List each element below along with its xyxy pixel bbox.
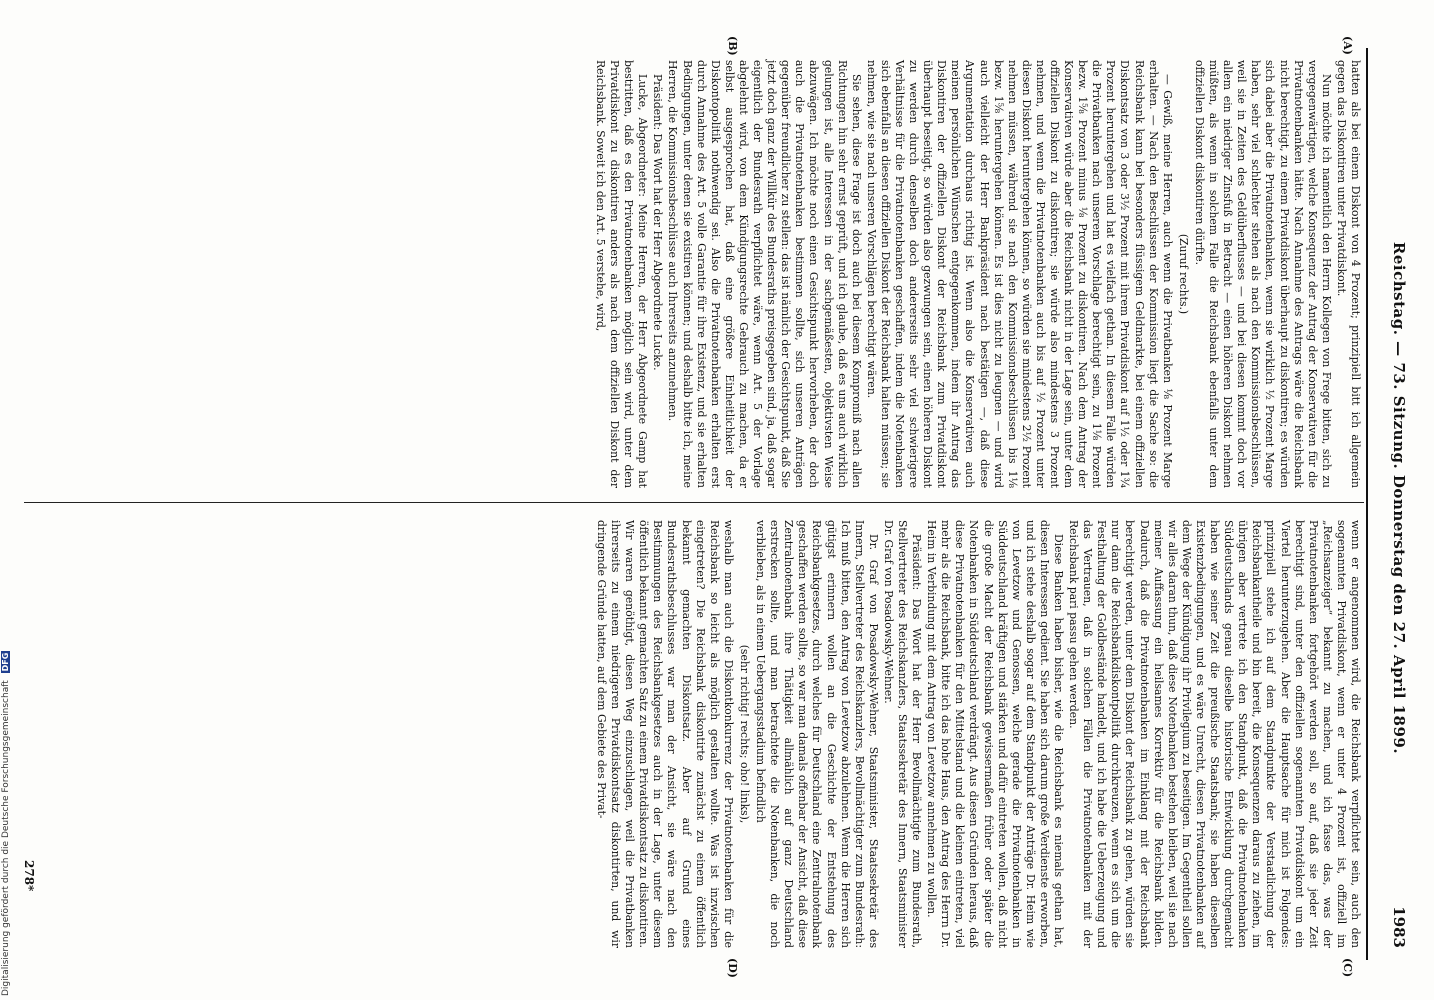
margin-mark-b: (B) [726,36,739,56]
footer-text: Digitalisierung gefördert durch die Deutsche Forschungsgemeinschaft [1,680,11,996]
speaker-paragraph: Präsident: Das Wort hat der Herr Abgeordnete Lucke. [651,74,665,371]
interjection: (sehr richtig! rechts; oho! links), [737,644,751,824]
interjection: (Zuruf rechts.) [1176,233,1190,315]
left-column [592,60,1362,488]
paragraph: hatten als bei einem Diskont von 4 Prozent; prinzipiell bitt ich allgemein gegen das Diskontiren unter Privatdiskont. [1334,60,1362,488]
page-header-title: Reichstag. — 73. Sitzung. Donnerstag den 27. April 1899. [1390,241,1408,755]
margin-mark-a: (A) [1341,36,1354,55]
paragraph: Diese Banken haben bisher, wie die Reichsbank es niemals gethan hat, diesen Interessen gedient. Sie haben sich darum große Verdienste erworben, und ich stehe deshalb sogar auf dem Standpunkt der Anträge Dr. Heim wie von Levetzow und Genossen, welche gerade die Privatnotenbanken in Süddeutschland kräftigen und stärken und dafür eintreten wollen, daß nicht die große Macht der Reichsbank gewissermaßen früher oder später die Notenbanken in Süddeutschland verdrängt. Aus diesen Gründen heraus, daß diese Privatnotenbanken für den Mittelstand und die kleinen eintreten, viel mehr als die Reichsbank, bitte ich das hohe Haus, den Antrag des Herrn Dr. Heim in Verbindung mit dem Antrag von Levetzow annehmen zu wollen. [925,520,1066,948]
right-column [593,520,1362,948]
paragraph: Nun möchte ich namentlich den Herrn Kollegen von Frege bitten, sich zu vergegenwärtigen, welche Konsequenz der Antrag der Konservativen für die Privatnotenbanken hätte. Nach Annahme des Antrags wäre die Reichsbank nicht berechtigt, zu einem Privatdiskont überhaupt zu diskontiren; es würden sich dabei aber die Privatnotenbanken, wenn sie wirklich ½ Prozent Marge haben, sehr viel schlechter stehen als nach den Kommissionsbeschlüssen, weil sie in Zeiten des Geldüberflusses — und bei diesen kommt doch vor allem ein niedriger Zinsfuß in Betracht — einen höheren Diskont nehmen müßten, als wenn in solchem Falle die Reichsbank ebenfalls unter dem offiziellen Diskont diskontiren dürfte. [1192,60,1333,488]
margin-mark-d: (D) [726,958,739,978]
paragraph: — Gewiß, meine Herren, auch wenn die Privatbanken ⅛ Prozent Marge erhalten. — Nach den Beschlüssen der Kommission liegt die Sache so: die Reichsbank kann bei besonders flüssigem Geldmarkte, bei einem offiziellen Diskontsatz von 3 oder 3½ Prozent mit ihrem Privatdiskont auf 1½ oder 1¾ Prozent heruntergehen und hat es vielfach gethan. In diesem Falle würden die Privatbanken nach unserem Vorschlage berechtigt sein, zu 1⅛ Prozent bezw. 1⅝ Prozent minus ⅛ Prozent zu diskontiren. Nach dem Antrag der Konservativen würde aber die Reichsbank nicht in der Lage sein, unter dem offiziellen Diskont zu diskontiren; sie würde also mindestens 3 Prozent nehmen, und wenn die Privatnotenbanken auch bis auf ½ Prozent unter diesen Diskont heruntergehen können, so würden sie mindestens 2½ Prozent nehmen müssen, während sie nach den Kommissionsbeschlüssen bis 1⅛ bezw. 1⅝ heruntergehen können. Es ist dies nicht zu leugnen — und wird auch vielleicht der Herr Bankpräsident nach bestätigen —, daß diese Argumentation durchaus richtig ist. Wenn also die Konservativen auch meinen persönlichen Wünschen entgegenkommen, indem ihr Antrag das Diskontiren der offiziellen Diskont der Reichsbank zum Privatdiskont überhaupt beseitigt, so würden also gezwungen sein, einen höheren Diskont zu werden durch denselben doch andererseits sehr viel schwierigere Verhältnisse für die Privatnotenbanken geschaffen, indem die Notenbanken sich ebenfalls an diesen offiziellen Diskont der Reichsbank halten müssen; sie nehmen, wie sie nach unseren Vorschlägen berechtigt wären. [864,60,1174,488]
dfg-logo: DFG [1,652,10,672]
paragraph: wenn er angenommen wird, die Reichsbank verpflichtet sein, auch den sogenannten Privatdiskont, wenn er unter 4 Prozent ist, offiziell im „Reichsanzeiger“ bekannt zu machen, und ich fasse das, was der Privatnotenbanken fortgehört werden soll, so auf, daß sie jeder Zeit berechtigt sind, unter den offiziellen sogenannten Privatdiskont um ein Viertel herunterzugehen. Aber die Hauptsache für mich ist Folgendes: prinzipiell stehe ich auf dem Standpunkte der Verstaatlichung der Reichsbankantheile und bin bereit, die Konsequenzen daraus zu ziehen, im übrigen aber vertrete ich den Standpunkt, daß die Privatnotenbanken Süddeutschlands genau dieselbe historische Entwicklung durchgemacht haben wie seiner Zeit die preußische Staatsbank; sie haben dieselben Existenzbedingungen, und es wäre Unrecht, diesen Privatnotenbanken auf dem Wege der Kündigung ihr Privilegium zu beseitigen. Im Gegentheil sollen wir alles daran thun, daß diese Notenbanken bestehen bleiben, weil sie nach meiner Auffassung ein heilsames Korrektiv für die Reichsbank bilden. Dadurch, daß die Privatnotenbanken im Einklang mit der Reichsbank berechtigt werden, unter dem Diskont der Reichsbank zu gehen, würden sie nur dann die Reichsbankdiskontpolitik durchkreuzen, wenn es sich um die Festhaltung der Goldbestände handelt, und ich habe die Ueberzeugung und das Vertrauen, daß in solchen Fällen die Privatnotenbanken mit der Reichsbank pari passu gehen werden. [1067,520,1362,948]
margin-mark-c: (C) [1341,958,1354,978]
speaker-paragraph: Präsident: Das Wort hat der Herr Bevollmächtigte zum Bundesrath, Stellvertreter des Reichskanzlers, Staatssekretär des Innern, Staatsminister Dr. Graf von Posadowsky-Wehner. [881,520,924,948]
footer [1,651,11,996]
speaker-paragraph: Lucke, Abgeordneter: Meine Herren, der Herr Abgeordnete Gamp hat bestritten, daß es den Privatnotenbanken möglich sein wird, unter dem Privatdiskont zu diskontiren anders als nach dem offiziellen Diskont der Reichsbank. Soweit ich den Art. 5 verstehe, wird, [594,60,650,488]
header-rule [1366,48,1368,960]
page-header [1370,48,1412,948]
signature-mark: 278* [22,860,36,892]
paragraph: weshalb man auch die Diskontkonkurrenz der Privatnotenbanken für die Reichsbank so leicht als möglich gestalten wollte. Was ist inzwischen eingetreten? Die Reichsbank diskontirte zunächst zu einem öffentlich bekannt gemachten Diskontsatz. Aber auf Grund eines Bundesrathsbeschlusses war man der Ansicht, sie wäre nach den Bestimmungen des Reichsbankgesetzes auch in der Lage, unter diesem öffentlich bekannt gemachten Satz zu einem Privatdiskontsatz zu diskontiren. Wir waren genöthigt, diesen Weg einzuschlagen, weil die Privatbanken ihrerseits zu einem niedrigeren Privatdiskontsatz diskontirten, und wir dringende Gründe hatten, auf dem Gebiete des Privat- [595,520,735,948]
page-number: 1983 [1390,906,1408,948]
paragraph: Sie sehen, diese Frage ist doch auch bei diesem Kompromiß nach allen Richtungen hin sehr ernst geprüft, und ich glaube, daß es uns auch wirklich gelungen ist, alle Interessen in der sachgemäßesten, objektivsten Weise abzuwägen. Ich möchte noch einen Gesichtspunkt hervorheben, der doch auch die Privatnotenbanken bestimmen sollte, sich unseren Anträgen gegenüber freundlicher zu stellen: das ist nämlich der Gesichtspunkt, daß Sie jetzt doch ganz der Willkür des Bundesraths preisgegeben sind, ja, daß sogar eigentlich der Bundesrath verpflichtet wäre, wenn Art. 5 der Vorlage abgelehnt wird, von dem Kündigungsrechte Gebrauch zu machen, da er selbst ausgesprochen hat, daß eine größere Einheitlichkeit der Diskontopolitik nothwendig sei. Also die Privatnotenbanken erhalten erst durch Annahme des Art. 5 volle Garantie für ihre Existenz, und sie erhalten Bedingungen, unter denen sie existiren können; und deshalb bitte ich, meine Herren, die Kommissionsbeschlüsse auch Ihrerseits anzunehmen. [666,60,863,488]
speaker-paragraph: Dr. Graf von Posadowsky-Wehner, Staatsminister, Staatssekretär des Innern, Stellvertreter des Reichskanzlers, Bevollmächtigter zum Bundesrath: Ich muß bitten, den Antrag von Levetzow abzulehnen. Wenn die Herren sich gütigst erinnern wollen an die Geschichte der Entstehung des Reichsbankgesetzes, durch welches für Deutschland eine Zentralnotenbank geschaffen werden sollte, so war man damals offenbar der Ansicht, daß diese Zentralnotenbank ihre Thätigkeit allmählich auf ganz Deutschland erstrecken sollte, und man betrachtete die Notenbanken, die noch verblieben, als in einem Uebergangsstadium befindlich [754,520,880,948]
column-divider [24,502,1364,503]
